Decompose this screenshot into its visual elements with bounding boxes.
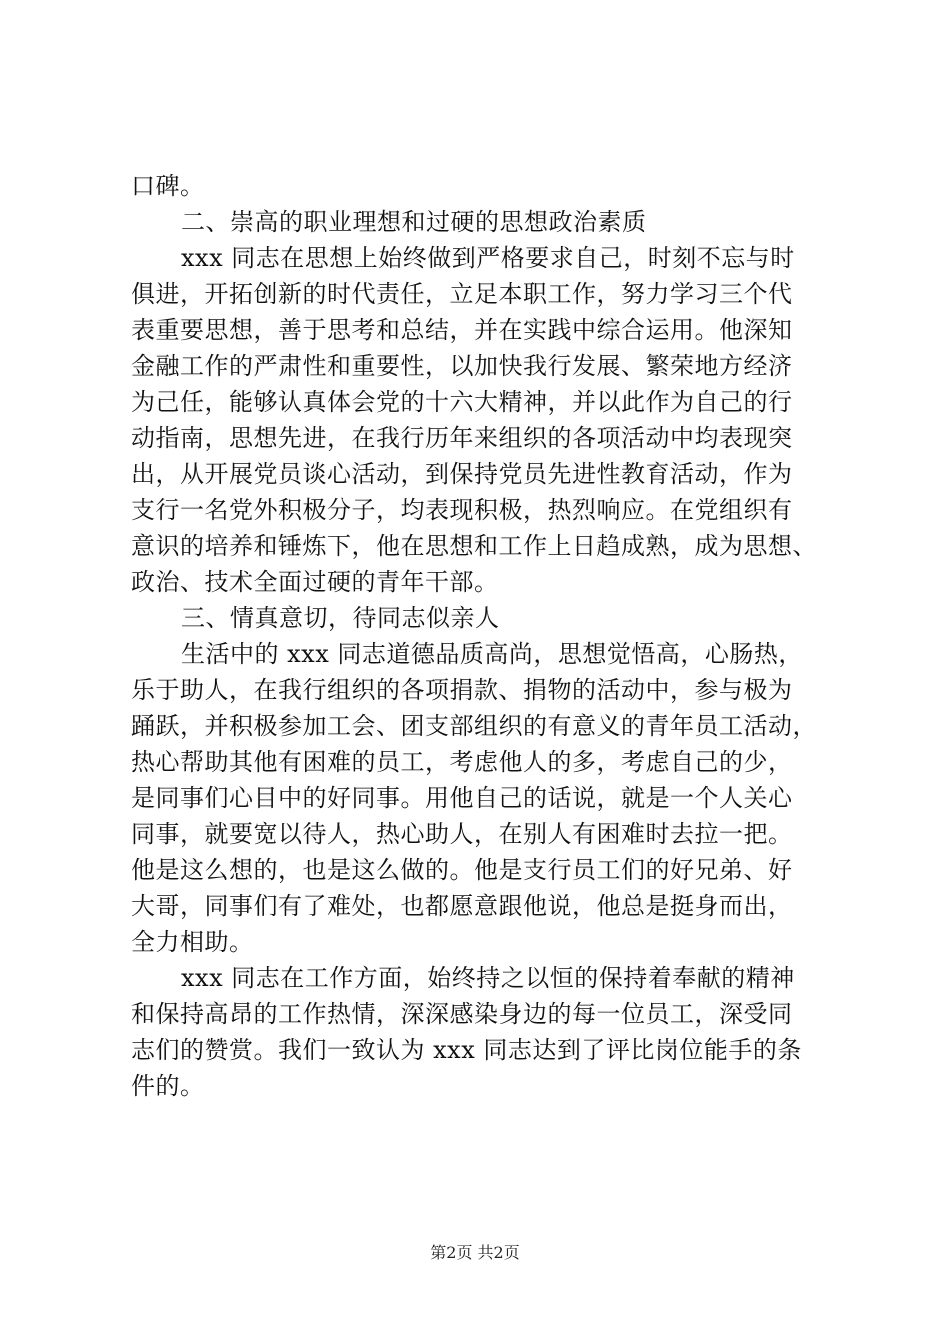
text-line: 动指南，思想先进，在我行历年来组织的各项活动中均表现突 — [131, 424, 793, 452]
text-line: 踊跃，并积极参加工会、团支部组织的有意义的青年员工活动， — [131, 712, 817, 740]
text-line: 件的。 — [131, 1072, 205, 1100]
text-line: 热心帮助其他有困难的员工，考虑他人的多，考虑自己的少， — [131, 748, 793, 776]
text-line: 金融工作的严肃性和重要性，以加快我行发展、繁荣地方经济 — [131, 352, 793, 380]
text-line: 俱进，开拓创新的时代责任，立足本职工作，努力学习三个代 — [131, 280, 793, 308]
text-line: 表重要思想，善于思考和总结，并在实践中综合运用。他深知 — [131, 316, 793, 344]
page-footer: 第2页 共2页 — [430, 1243, 520, 1262]
text-line: 口碑。 — [131, 172, 205, 200]
text-line: 生活中的 xxx 同志道德品质高尚，思想觉悟高，心肠热， — [181, 640, 803, 668]
text-line: 意识的培养和锤炼下，他在思想和工作上日趋成熟，成为思想、 — [131, 532, 817, 560]
text-line: 乐于助人，在我行组织的各项捐款、捐物的活动中，参与极为 — [131, 676, 793, 704]
text-line: 和保持高昂的工作热情，深深感染身边的每一位员工，深受同 — [131, 1000, 793, 1028]
text-line: 大哥，同事们有了难处，也都愿意跟他说，他总是挺身而出， — [131, 892, 793, 920]
text-line: 政治、技术全面过硬的青年干部。 — [131, 568, 499, 596]
text-line: 全力相助。 — [131, 928, 254, 956]
text-line: 出，从开展党员谈心活动，到保持党员先进性教育活动，作为 — [131, 460, 793, 488]
text-line: xxx 同志在工作方面，始终持之以恒的保持着奉献的精神 — [181, 964, 795, 992]
section-heading-3: 三、情真意切，待同志似亲人 — [181, 604, 500, 632]
text-line: xxx 同志在思想上始终做到严格要求自己，时刻不忘与时 — [181, 244, 795, 272]
text-line: 为己任，能够认真体会党的十六大精神，并以此作为自己的行 — [131, 388, 793, 416]
document-body — [131, 168, 851, 1104]
text-line: 他是这么想的，也是这么做的。他是支行员工们的好兄弟、好 — [131, 856, 793, 884]
text-line: 志们的赞赏。我们一致认为 xxx 同志达到了评比岗位能手的条 — [131, 1036, 802, 1064]
section-heading-2: 二、崇高的职业理想和过硬的思想政治素质 — [181, 208, 647, 236]
text-line: 支行一名党外积极分子，均表现积极，热烈响应。在党组织有 — [131, 496, 793, 524]
text-line: 是同事们心目中的好同事。用他自己的话说，就是一个人关心 — [131, 784, 793, 812]
text-line: 同事，就要宽以待人，热心助人，在别人有困难时去拉一把。 — [131, 820, 793, 848]
